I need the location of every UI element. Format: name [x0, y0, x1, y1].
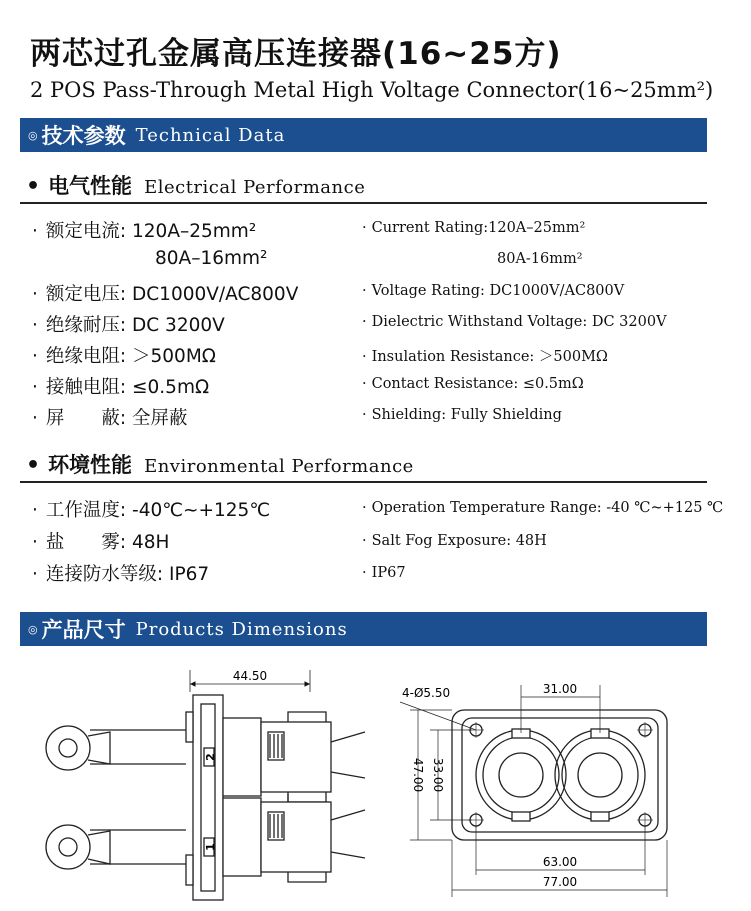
- spec-value: 120A–25mm²: [132, 221, 257, 242]
- technical-data-title-en: Technical Data: [135, 124, 286, 146]
- spec-value: 48H: [132, 532, 170, 553]
- spec-en-current-2: [497, 251, 583, 267]
- electrical-section-heading: [26, 170, 365, 200]
- spec-value: ＞500MΩ: [132, 346, 216, 367]
- bullet-icon: •: [26, 453, 41, 478]
- spec-en-salt-fog: · Salt Fog Exposure: 48H: [362, 533, 547, 549]
- spec-value: DC 3200V: [132, 315, 225, 336]
- spec-value: 80A–16mm²: [155, 248, 268, 269]
- spec-value: IP67: [169, 564, 210, 585]
- spec-value: ≤0.5mΩ: [132, 377, 210, 398]
- environmental-heading-cn: 环境性能: [48, 453, 133, 477]
- spec-row-insulation: · 绝缘电阻: ＞500MΩ: [32, 346, 216, 367]
- environmental-heading-en: Environmental Performance: [144, 456, 414, 477]
- page-title: 两芯过孔金属高压连接器(16~25方): [30, 36, 562, 72]
- spec-en-current: · Current Rating:120A–25mm²: [362, 220, 586, 236]
- electrical-heading-cn: 电气性能: [48, 174, 133, 198]
- environmental-section-heading: [26, 449, 414, 479]
- spec-en-text: Insulation Resistance: ＞500MΩ: [371, 349, 608, 365]
- spec-row-current-2: [155, 248, 267, 269]
- spec-label: 绝缘电阻:: [45, 346, 127, 367]
- dimensions-title-cn: 产品尺寸: [41, 618, 126, 642]
- circle-mark-icon: ◎: [28, 128, 38, 142]
- electrical-divider: [20, 202, 707, 204]
- spec-label: 盐 雾:: [45, 532, 127, 553]
- spec-label: 屏 蔽:: [45, 408, 127, 429]
- spec-en-text: IP67: [371, 565, 406, 581]
- spec-en-text: Current Rating:120A–25mm²: [371, 220, 586, 236]
- spec-row-salt-fog: · 盐 雾: 48H: [32, 532, 170, 553]
- page-subtitle: 2 POS Pass-Through Metal High Voltage Connector(16~25mm²): [30, 78, 714, 102]
- spec-en-voltage: · Voltage Rating: DC1000V/AC800V: [362, 283, 625, 299]
- spec-en-text: Salt Fog Exposure: 48H: [371, 533, 547, 549]
- spec-en-withstand: · Dielectric Withstand Voltage: DC 3200V: [362, 314, 667, 330]
- spec-label: 额定电流:: [45, 221, 127, 242]
- spec-label: 连接防水等级:: [45, 564, 164, 585]
- spec-en-text: Shielding: Fully Shielding: [371, 407, 562, 423]
- spec-row-withstand: · 绝缘耐压: DC 3200V: [32, 315, 225, 336]
- spec-value: DC1000V/AC800V: [132, 284, 299, 305]
- spec-row-shielding: · 屏 蔽: 全屏蔽: [32, 408, 188, 429]
- hole-vertical-dim: 33.00: [431, 757, 445, 793]
- spec-en-text: 80A-16mm²: [497, 251, 583, 267]
- pin-label-2: 2: [204, 753, 217, 761]
- spec-en-text: Operation Temperature Range: -40 ℃~+125 ℃: [371, 500, 724, 516]
- spec-en-shielding: · Shielding: Fully Shielding: [362, 407, 562, 423]
- side-view-drawing: [30, 660, 370, 910]
- side-width-dim: 44.50: [232, 669, 268, 683]
- spec-row-voltage: · 额定电压: DC1000V/AC800V: [32, 284, 299, 305]
- spec-label: 绝缘耐压:: [45, 315, 127, 336]
- pin-label-1: 1: [204, 843, 217, 851]
- bullet-icon: •: [26, 174, 41, 199]
- pitch-dim: 31.00: [542, 682, 578, 696]
- spec-en-ip-rating: · IP67: [362, 565, 406, 581]
- spec-en-text: Dielectric Withstand Voltage: DC 3200V: [371, 314, 667, 330]
- spec-en-text: Voltage Rating: DC1000V/AC800V: [371, 283, 625, 299]
- width-dim: 77.00: [542, 875, 578, 889]
- front-view-drawing: [390, 675, 720, 900]
- spec-label: 工作温度:: [45, 500, 127, 521]
- spec-row-ip-rating: · 连接防水等级: IP67: [32, 564, 210, 585]
- spec-row-temperature: · 工作温度: -40℃~+125℃: [32, 500, 271, 521]
- hole-horizontal-dim: 63.00: [542, 855, 578, 869]
- spec-label: 接触电阻:: [45, 377, 127, 398]
- spec-label: 额定电压:: [45, 284, 127, 305]
- circle-mark-icon: ◎: [28, 622, 38, 636]
- spec-row-contact: · 接触电阻: ≤0.5mΩ: [32, 377, 210, 398]
- dimensions-bar: [20, 612, 707, 646]
- hole-dim: 4-Ø5.50: [402, 686, 451, 700]
- electrical-heading-en: Electrical Performance: [144, 177, 366, 198]
- height-dim: 47.00: [411, 757, 425, 793]
- technical-data-bar: [20, 118, 707, 152]
- technical-data-title-cn: 技术参数: [41, 124, 126, 148]
- spec-en-temperature: · Operation Temperature Range: -40 ℃~+125 ℃: [362, 500, 724, 516]
- spec-en-insulation: · Insulation Resistance: ＞500MΩ: [362, 349, 608, 365]
- spec-en-contact: · Contact Resistance: ≤0.5mΩ: [362, 376, 584, 392]
- spec-value: -40℃~+125℃: [132, 500, 271, 521]
- spec-en-text: Contact Resistance: ≤0.5mΩ: [371, 376, 584, 392]
- environmental-divider: [20, 481, 707, 483]
- spec-value: 全屏蔽: [132, 408, 188, 429]
- spec-row-current: · 额定电流: 120A–25mm²: [32, 221, 257, 242]
- dimensions-title-en: Products Dimensions: [135, 618, 348, 640]
